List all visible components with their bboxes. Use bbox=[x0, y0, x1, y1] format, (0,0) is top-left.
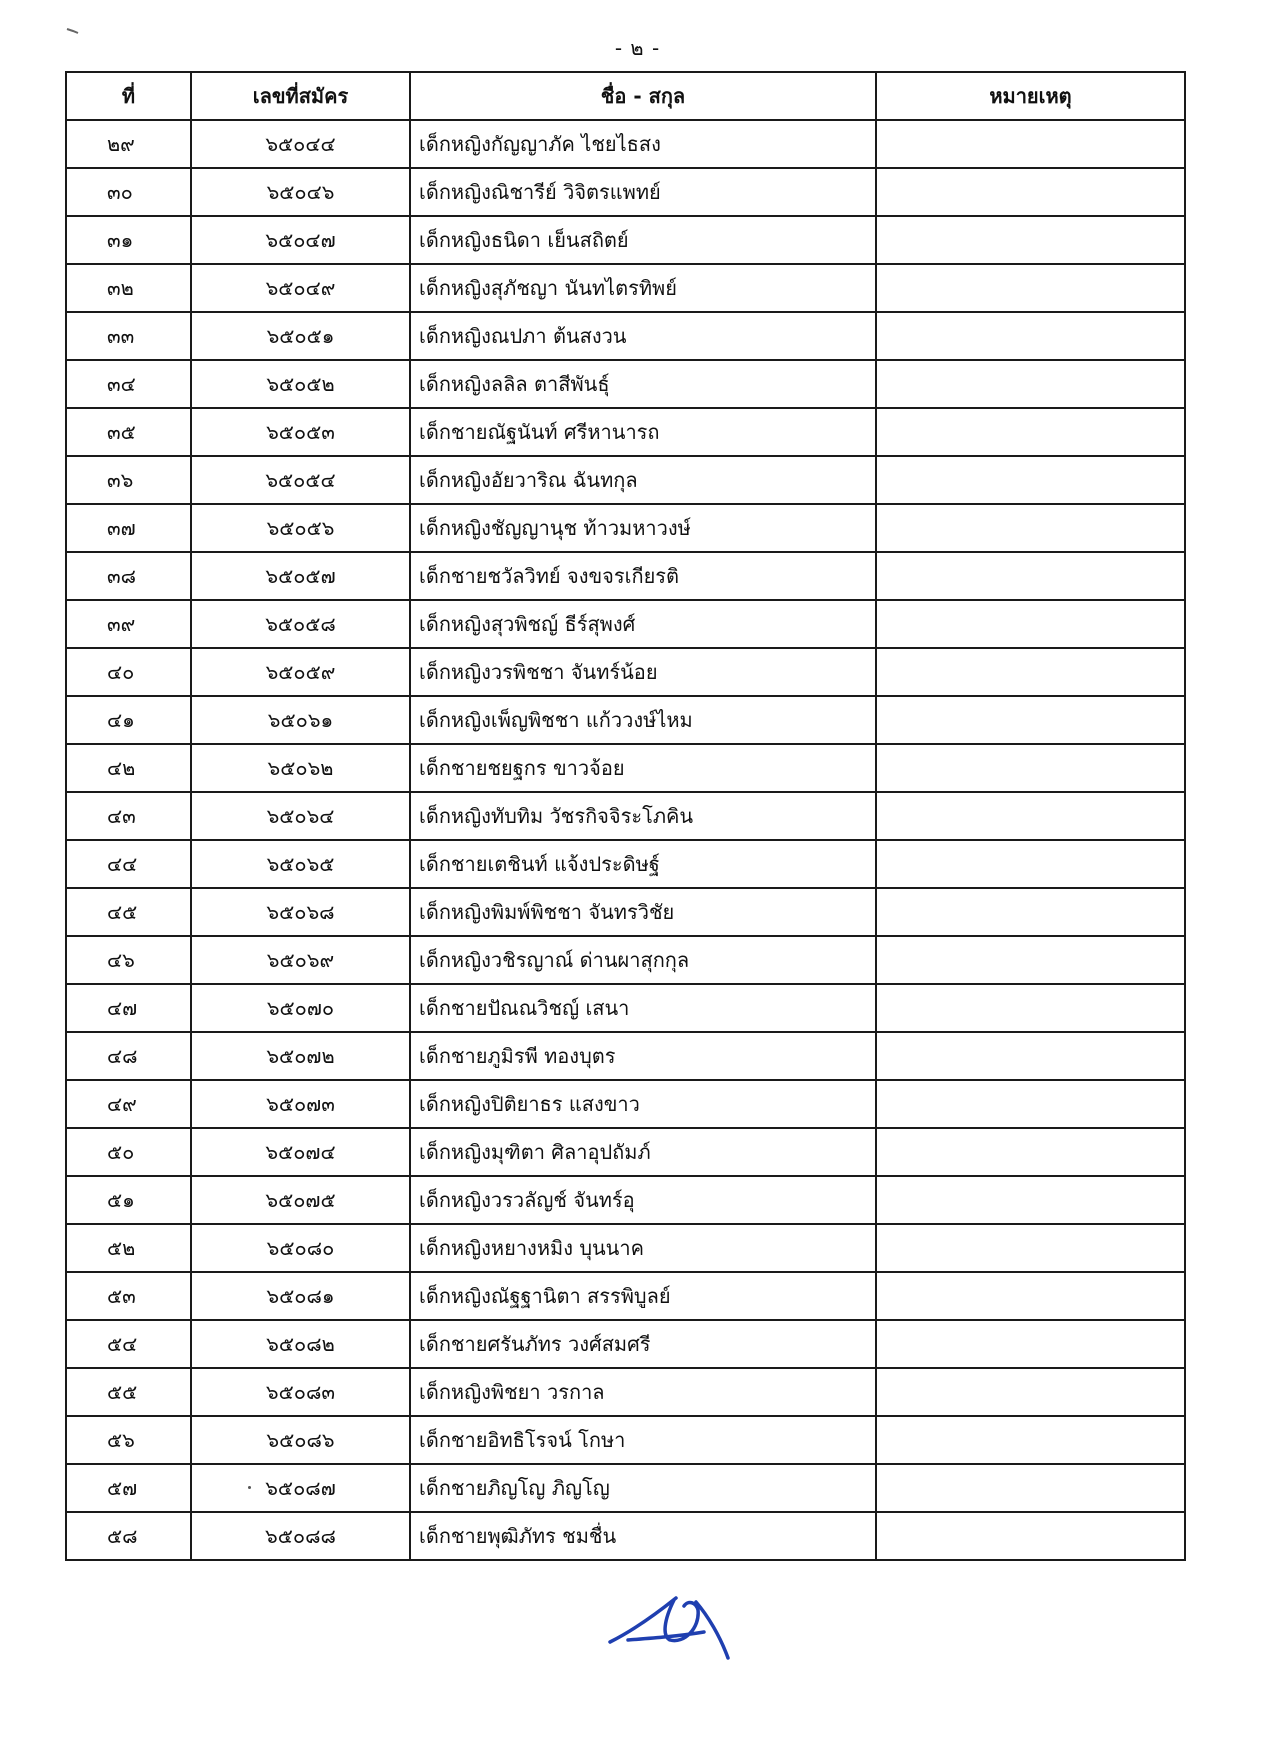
row-number-cell: ๓๕ bbox=[66, 408, 191, 456]
row-number-cell: ๔๕ bbox=[66, 888, 191, 936]
name-cell: เด็กชายพุฒิภัทร ชมชื่น bbox=[410, 1512, 876, 1560]
header-applicant-id: เลขที่สมัคร bbox=[191, 72, 410, 120]
table-row bbox=[66, 1464, 1185, 1512]
applicant-id-cell: ๖๕๐๕๖ bbox=[191, 504, 410, 552]
remark-cell bbox=[876, 264, 1185, 312]
row-number-cell: ๔๑ bbox=[66, 696, 191, 744]
name-cell: เด็กหญิงหยางหมิง บุนนาค bbox=[410, 1224, 876, 1272]
name-cell: เด็กหญิงณปภา ต้นสงวน bbox=[410, 312, 876, 360]
name-cell: เด็กชายอิทธิโรจน์ โกษา bbox=[410, 1416, 876, 1464]
header-no: ที่ bbox=[66, 72, 191, 120]
row-number-cell: ๔๒ bbox=[66, 744, 191, 792]
applicant-id-cell: ๖๕๐๘๘ bbox=[191, 1512, 410, 1560]
applicant-id-cell: ๖๕๐๕๙ bbox=[191, 648, 410, 696]
applicant-id-cell: ๖๕๐๔๙ bbox=[191, 264, 410, 312]
name-cell: เด็กชายณัฐนันท์ ศรีหานารถ bbox=[410, 408, 876, 456]
remark-cell bbox=[876, 1080, 1185, 1128]
remark-cell bbox=[876, 1512, 1185, 1560]
row-number-cell: ๓๐ bbox=[66, 168, 191, 216]
name-cell: เด็กชายปัณณวิชญ์ เสนา bbox=[410, 984, 876, 1032]
page-number: - ๒ - bbox=[614, 36, 661, 60]
table-row bbox=[66, 216, 1185, 264]
remark-cell bbox=[876, 168, 1185, 216]
name-cell: เด็กชายภิญโญ ภิญโญ bbox=[410, 1464, 876, 1512]
name-cell: เด็กหญิงชัญญานุช ท้าวมหาวงษ์ bbox=[410, 504, 876, 552]
scan-dot bbox=[248, 1486, 251, 1489]
table-row bbox=[66, 888, 1185, 936]
table-row bbox=[66, 264, 1185, 312]
remark-cell bbox=[876, 408, 1185, 456]
row-number-cell: ๕๖ bbox=[66, 1416, 191, 1464]
table-row bbox=[66, 696, 1185, 744]
applicant-id-cell: ๖๕๐๗๐ bbox=[191, 984, 410, 1032]
remark-cell bbox=[876, 1416, 1185, 1464]
row-number-cell: ๕๗ bbox=[66, 1464, 191, 1512]
applicant-id-cell: ๖๕๐๕๔ bbox=[191, 456, 410, 504]
name-cell: เด็กหญิงมุฑิตา ศิลาอุปถัมภ์ bbox=[410, 1128, 876, 1176]
row-number-cell: ๕๑ bbox=[66, 1176, 191, 1224]
remark-cell bbox=[876, 1176, 1185, 1224]
row-number-cell: ๓๓ bbox=[66, 312, 191, 360]
row-number-cell: ๕๒ bbox=[66, 1224, 191, 1272]
row-number-cell: ๒๙ bbox=[66, 120, 191, 168]
table-row bbox=[66, 1224, 1185, 1272]
row-number-cell: ๕๔ bbox=[66, 1320, 191, 1368]
remark-cell bbox=[876, 360, 1185, 408]
name-cell: เด็กหญิงทับทิม วัชรกิจจิระโภคิน bbox=[410, 792, 876, 840]
name-cell: เด็กหญิงเพ็ญพิชชา แก้ววงษ์ไหม bbox=[410, 696, 876, 744]
remark-cell bbox=[876, 696, 1185, 744]
remark-cell bbox=[876, 312, 1185, 360]
remark-cell bbox=[876, 1320, 1185, 1368]
row-number-cell: ๓๖ bbox=[66, 456, 191, 504]
remark-cell bbox=[876, 216, 1185, 264]
row-number-cell: ๔๙ bbox=[66, 1080, 191, 1128]
remark-cell bbox=[876, 744, 1185, 792]
row-number-cell: ๔๐ bbox=[66, 648, 191, 696]
name-cell: เด็กหญิงพิชยา วรกาล bbox=[410, 1368, 876, 1416]
applicant-id-cell: ๖๕๐๗๕ bbox=[191, 1176, 410, 1224]
applicant-id-cell: ๖๕๐๖๔ bbox=[191, 792, 410, 840]
row-number-cell: ๓๑ bbox=[66, 216, 191, 264]
remark-cell bbox=[876, 504, 1185, 552]
name-cell: เด็กชายศรันภัทร วงศ์สมศรี bbox=[410, 1320, 876, 1368]
applicant-id-cell: ๖๕๐๗๔ bbox=[191, 1128, 410, 1176]
table-row bbox=[66, 1512, 1185, 1560]
row-number-cell: ๕๓ bbox=[66, 1272, 191, 1320]
remark-cell bbox=[876, 600, 1185, 648]
table-row bbox=[66, 552, 1185, 600]
header-remark: หมายเหตุ bbox=[876, 72, 1185, 120]
table-row bbox=[66, 1272, 1185, 1320]
row-number-cell: ๓๔ bbox=[66, 360, 191, 408]
remark-cell bbox=[876, 1464, 1185, 1512]
applicant-id-cell: ๖๕๐๕๘ bbox=[191, 600, 410, 648]
table-header-row bbox=[66, 72, 1185, 120]
remark-cell bbox=[876, 1224, 1185, 1272]
name-cell: เด็กชายชยฐกร ขาวจ้อย bbox=[410, 744, 876, 792]
applicant-id-cell: ๖๕๐๘๑ bbox=[191, 1272, 410, 1320]
table-row bbox=[66, 936, 1185, 984]
name-cell: เด็กหญิงลลิล ตาสีพันธุ์ bbox=[410, 360, 876, 408]
name-cell: เด็กหญิงสุวพิชญ์ ธีร์สุพงศ์ bbox=[410, 600, 876, 648]
name-cell: เด็กหญิงวชิรญาณ์ ด่านผาสุกกุล bbox=[410, 936, 876, 984]
applicant-id-cell: ๖๕๐๖๕ bbox=[191, 840, 410, 888]
applicant-id-cell: ๖๕๐๕๗ bbox=[191, 552, 410, 600]
name-cell: เด็กหญิงธนิดา เย็นสถิตย์ bbox=[410, 216, 876, 264]
table-row bbox=[66, 1032, 1185, 1080]
remark-cell bbox=[876, 552, 1185, 600]
name-cell: เด็กหญิงกัญญาภัค ไชยไธสง bbox=[410, 120, 876, 168]
table-row bbox=[66, 504, 1185, 552]
row-number-cell: ๓๒ bbox=[66, 264, 191, 312]
remark-cell bbox=[876, 120, 1185, 168]
table-row bbox=[66, 648, 1185, 696]
signature-mark bbox=[604, 1580, 744, 1660]
row-number-cell: ๓๗ bbox=[66, 504, 191, 552]
remark-cell bbox=[876, 792, 1185, 840]
remark-cell bbox=[876, 840, 1185, 888]
name-cell: เด็กหญิงวรพิชชา จันทร์น้อย bbox=[410, 648, 876, 696]
name-cell: เด็กหญิงอัยวาริณ ฉันทกุล bbox=[410, 456, 876, 504]
row-number-cell: ๓๘ bbox=[66, 552, 191, 600]
table-row bbox=[66, 168, 1185, 216]
name-cell: เด็กชายเตชินท์ แจ้งประดิษฐ์ bbox=[410, 840, 876, 888]
name-cell: เด็กหญิงปิติยาธร แสงขาว bbox=[410, 1080, 876, 1128]
applicant-id-cell: ๖๕๐๖๒ bbox=[191, 744, 410, 792]
table-row bbox=[66, 984, 1185, 1032]
name-cell: เด็กหญิงพิมพ์พิชชา จันทรวิชัย bbox=[410, 888, 876, 936]
applicant-id-cell: ๖๕๐๘๒ bbox=[191, 1320, 410, 1368]
remark-cell bbox=[876, 984, 1185, 1032]
table-row bbox=[66, 408, 1185, 456]
header-name: ชื่อ - สกุล bbox=[410, 72, 876, 120]
table-row bbox=[66, 1416, 1185, 1464]
row-number-cell: ๓๙ bbox=[66, 600, 191, 648]
table-row bbox=[66, 120, 1185, 168]
row-number-cell: ๔๓ bbox=[66, 792, 191, 840]
table-row bbox=[66, 360, 1185, 408]
applicant-id-cell: ๖๕๐๔๖ bbox=[191, 168, 410, 216]
applicant-id-cell: ๖๕๐๗๓ bbox=[191, 1080, 410, 1128]
table-row bbox=[66, 744, 1185, 792]
table-row bbox=[66, 1128, 1185, 1176]
remark-cell bbox=[876, 888, 1185, 936]
applicant-id-cell: ๖๕๐๕๑ bbox=[191, 312, 410, 360]
table-row bbox=[66, 1320, 1185, 1368]
remark-cell bbox=[876, 1272, 1185, 1320]
table-row bbox=[66, 792, 1185, 840]
table-row bbox=[66, 1368, 1185, 1416]
applicant-id-cell: ๖๕๐๖๙ bbox=[191, 936, 410, 984]
row-number-cell: ๔๔ bbox=[66, 840, 191, 888]
name-cell: เด็กหญิงณิชารีย์ วิจิตรแพทย์ bbox=[410, 168, 876, 216]
table-row bbox=[66, 600, 1185, 648]
remark-cell bbox=[876, 1032, 1185, 1080]
name-cell: เด็กหญิงวรวลัญช์ จันทร์อุ bbox=[410, 1176, 876, 1224]
table-row bbox=[66, 840, 1185, 888]
applicant-table bbox=[65, 71, 1186, 1561]
applicant-id-cell: ๖๕๐๔๔ bbox=[191, 120, 410, 168]
remark-cell bbox=[876, 1368, 1185, 1416]
table-row bbox=[66, 1080, 1185, 1128]
remark-cell bbox=[876, 936, 1185, 984]
applicant-id-cell: ๖๕๐๔๗ bbox=[191, 216, 410, 264]
applicant-id-cell: ๖๕๐๖๑ bbox=[191, 696, 410, 744]
remark-cell bbox=[876, 648, 1185, 696]
name-cell: เด็กหญิงณัฐฐานิตา สรรพิบูลย์ bbox=[410, 1272, 876, 1320]
name-cell: เด็กชายชวัลวิทย์ จงขจรเกียรติ bbox=[410, 552, 876, 600]
name-cell: เด็กหญิงสุภัชญา นันทไตรทิพย์ bbox=[410, 264, 876, 312]
row-number-cell: ๕๕ bbox=[66, 1368, 191, 1416]
applicant-id-cell: ๖๕๐๘๐ bbox=[191, 1224, 410, 1272]
row-number-cell: ๔๘ bbox=[66, 1032, 191, 1080]
applicant-id-cell: ๖๕๐๘๗ bbox=[191, 1464, 410, 1512]
applicant-id-cell: ๖๕๐๕๓ bbox=[191, 408, 410, 456]
table-body bbox=[66, 120, 1185, 1560]
row-number-cell: ๔๖ bbox=[66, 936, 191, 984]
applicant-id-cell: ๖๕๐๖๘ bbox=[191, 888, 410, 936]
remark-cell bbox=[876, 1128, 1185, 1176]
applicant-id-cell: ๖๕๐๘๓ bbox=[191, 1368, 410, 1416]
applicant-id-cell: ๖๕๐๗๒ bbox=[191, 1032, 410, 1080]
row-number-cell: ๔๗ bbox=[66, 984, 191, 1032]
table-row bbox=[66, 312, 1185, 360]
scan-speck bbox=[66, 28, 80, 34]
name-cell: เด็กชายภูมิรพี ทองบุตร bbox=[410, 1032, 876, 1080]
remark-cell bbox=[876, 456, 1185, 504]
applicant-id-cell: ๖๕๐๕๒ bbox=[191, 360, 410, 408]
row-number-cell: ๕๘ bbox=[66, 1512, 191, 1560]
table-row bbox=[66, 456, 1185, 504]
row-number-cell: ๕๐ bbox=[66, 1128, 191, 1176]
applicant-id-cell: ๖๕๐๘๖ bbox=[191, 1416, 410, 1464]
table-row bbox=[66, 1176, 1185, 1224]
